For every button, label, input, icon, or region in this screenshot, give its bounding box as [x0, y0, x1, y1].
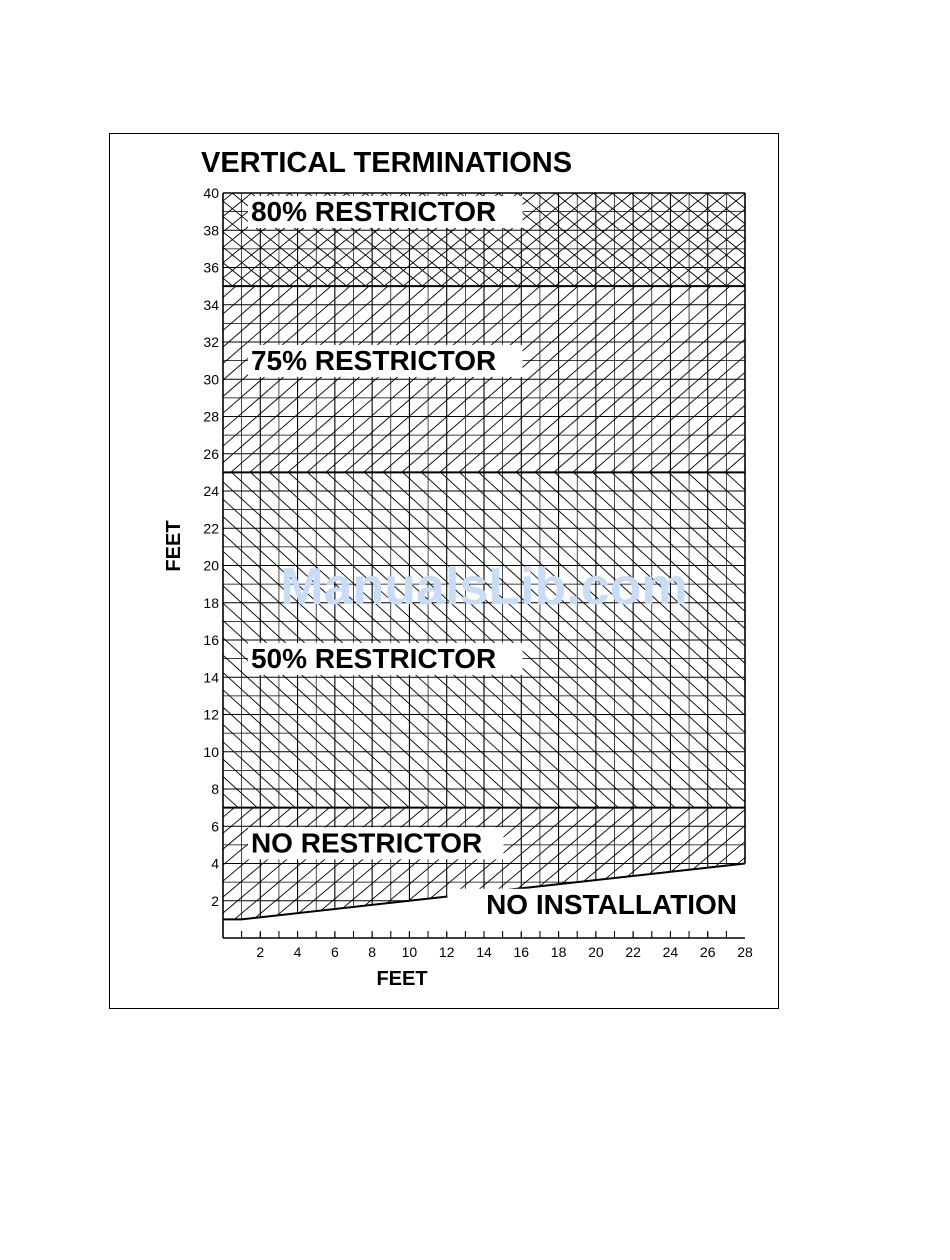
hatch-line	[146, 768, 396, 978]
hatch-line	[165, 768, 415, 978]
y-tick-label: 6	[211, 818, 219, 835]
watermark: ManualsLib.com	[280, 558, 688, 617]
hatch-line	[601, 153, 780, 326]
hatch-line	[772, 153, 780, 326]
region-label: NO RESTRICTOR	[250, 827, 483, 859]
hatch-line	[563, 153, 776, 326]
x-axis-label: FEET	[376, 968, 428, 990]
chart-svg	[110, 134, 780, 1010]
region-label: 50% RESTRICTOR	[250, 642, 497, 674]
hatch-line	[715, 153, 780, 326]
hatch-line	[753, 153, 780, 326]
hatch-line	[639, 153, 780, 326]
x-tick-label: 4	[293, 944, 302, 960]
x-tick-label: 20	[588, 944, 604, 960]
hatch-line	[777, 432, 780, 847]
y-tick-label: 2	[211, 892, 219, 909]
hatch-line	[110, 768, 301, 978]
x-tick-label: 6	[330, 944, 339, 960]
region-label: 80% RESTRICTOR	[250, 195, 497, 227]
y-tick-labels	[203, 185, 219, 909]
hatch-line	[620, 153, 780, 326]
x-tick-label: 16	[513, 944, 530, 960]
y-tick-label: 40	[203, 185, 219, 201]
x-tick-label: 2	[256, 944, 265, 960]
y-tick-label: 22	[203, 520, 219, 537]
x-tick-label: 10	[401, 944, 418, 960]
y-tick-label: 38	[203, 222, 219, 239]
x-tick-label: 12	[438, 944, 455, 960]
hatch-line	[754, 768, 780, 978]
x-tick-label: 22	[625, 944, 641, 960]
x-tick-label: 28	[737, 944, 753, 960]
hatch-line	[715, 153, 780, 326]
y-tick-label: 24	[203, 483, 219, 499]
chart-frame	[109, 133, 779, 1009]
hatch-line	[582, 153, 780, 326]
y-tick-label: 36	[203, 259, 219, 276]
y-axis-label: FEET	[163, 520, 185, 572]
hatch-line	[734, 153, 780, 326]
x-tick-label: 14	[476, 944, 492, 960]
y-tick-label: 12	[203, 706, 219, 723]
y-tick-label: 14	[203, 669, 219, 686]
hatch-line	[774, 246, 780, 512]
hatch-line	[772, 153, 780, 326]
hatch-line	[677, 153, 780, 326]
hatch-line	[184, 768, 434, 978]
y-tick-label: 28	[203, 408, 219, 425]
hatch-line	[773, 768, 780, 978]
hatch-line	[734, 153, 780, 326]
y-tick-label: 26	[203, 445, 219, 462]
hatch-line	[677, 153, 780, 326]
hatch-line	[110, 768, 358, 978]
hatch-line	[620, 153, 780, 326]
y-tick-label: 18	[203, 594, 219, 611]
hatch-line	[582, 153, 780, 326]
y-tick-label: 20	[203, 557, 219, 574]
y-tick-label: 8	[211, 781, 219, 797]
x-tick-label: 24	[662, 944, 679, 960]
hatch-line	[601, 153, 780, 326]
chart-title: VERTICAL TERMINATIONS	[201, 147, 573, 179]
x-tick-label: 26	[699, 944, 716, 960]
y-tick-label: 16	[203, 632, 219, 648]
hatch-line	[755, 246, 780, 512]
hatch-line	[696, 153, 780, 326]
hatch-line	[110, 768, 320, 978]
x-tick-label: 8	[368, 944, 377, 960]
region-label: NO INSTALLATION	[486, 888, 737, 920]
region-label: 75% RESTRICTOR	[250, 344, 497, 376]
hatch-line	[544, 153, 757, 326]
x-tick-label: 18	[550, 944, 567, 960]
x-tick-labels	[256, 944, 753, 960]
hatch-line	[639, 153, 780, 326]
hatch-line	[127, 768, 377, 978]
y-tick-label: 34	[203, 296, 219, 313]
y-tick-label: 30	[203, 371, 219, 388]
hatch-line	[696, 153, 780, 326]
y-tick-label: 4	[211, 855, 219, 872]
y-tick-label: 10	[203, 743, 219, 760]
hatch-line	[758, 432, 780, 847]
hatch-line	[753, 153, 780, 326]
hatch-line	[110, 768, 263, 978]
y-tick-label: 32	[203, 334, 219, 350]
